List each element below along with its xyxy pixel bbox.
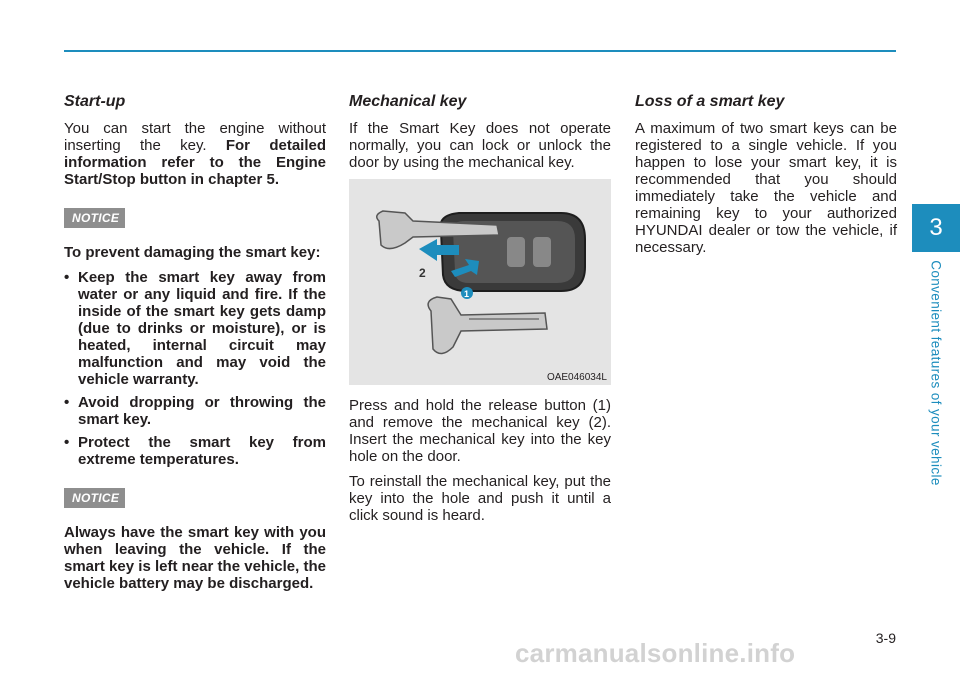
figure-code: OAE046034L (546, 372, 607, 383)
lock-button (507, 237, 525, 267)
unlock-button (533, 237, 551, 267)
mechanical-key-intro: If the Smart Key does not operate normally, you can lock or unlock the door by using the mechanical key. (349, 120, 611, 171)
header-rule (64, 50, 896, 52)
chapter-tab: 3 (912, 204, 960, 252)
notice-bullet: • Keep the smart key away from water or any liquid and fire. If the inside of the smart key gets damp (due to drinks or moisture), or is heated, internal circuit may malfunction and may void the vehicle warranty. (64, 269, 326, 388)
notice-text: Always have the smart key with you when leaving the vehicle. If the smart key is left near the vehicle, the vehicle battery may be discharged. (64, 524, 326, 592)
notice-badge: NOTICE (64, 208, 125, 228)
mechanical-key-reinstall: To reinstall the mechanical key, put the key into the hole and push it until a click sound is heard. (349, 473, 611, 524)
page-number: 3-9 (875, 630, 896, 646)
smart-key-illustration (349, 179, 611, 385)
notice-bullet: • Avoid dropping or throwing the smart key. (64, 394, 326, 428)
chapter-title: Convenient features of your vehicle (928, 260, 944, 486)
notice-badge: NOTICE (64, 488, 125, 508)
watermark: carmanualsonline.info (515, 638, 796, 668)
column-mechanical-key (349, 92, 611, 532)
loss-of-key-text: A maximum of two smart keys can be registered to a single vehicle. If you happen to lose your smart key, it is recommended that you should immediately take the vehicle and remaining key to your authorized HYUNDAI dealer or tow the vehicle, if necessary. (635, 120, 897, 256)
notice-bullet: • Protect the smart key from extreme temperatures. (64, 434, 326, 468)
mechanical-key-removal: Press and hold the release button (1) and remove the mechanical key (2). Insert the mechanical key into the key hole on the door. (349, 397, 611, 465)
callout-2: 2 (419, 266, 426, 280)
callout-1: 1 (464, 289, 470, 299)
column-loss-of-key (635, 92, 897, 264)
notice-bullet-list (64, 269, 326, 468)
section-heading-start-up: Start-up (64, 93, 126, 110)
start-up-reference: For detailed information refer to the Engine Start/Stop button in chapter 5. (64, 137, 327, 188)
section-heading-loss-of-key: Loss of a smart key (635, 93, 785, 110)
section-heading-mechanical-key: Mechanical key (349, 93, 467, 110)
start-up-intro: You can start the engine without inserting the key. (64, 120, 326, 154)
notice-lead: To prevent damaging the smart key: (64, 244, 321, 261)
smart-key-drawing (349, 179, 611, 385)
mechanical-key (428, 297, 547, 354)
column-start-up (64, 92, 326, 600)
start-up-paragraph (64, 120, 326, 188)
